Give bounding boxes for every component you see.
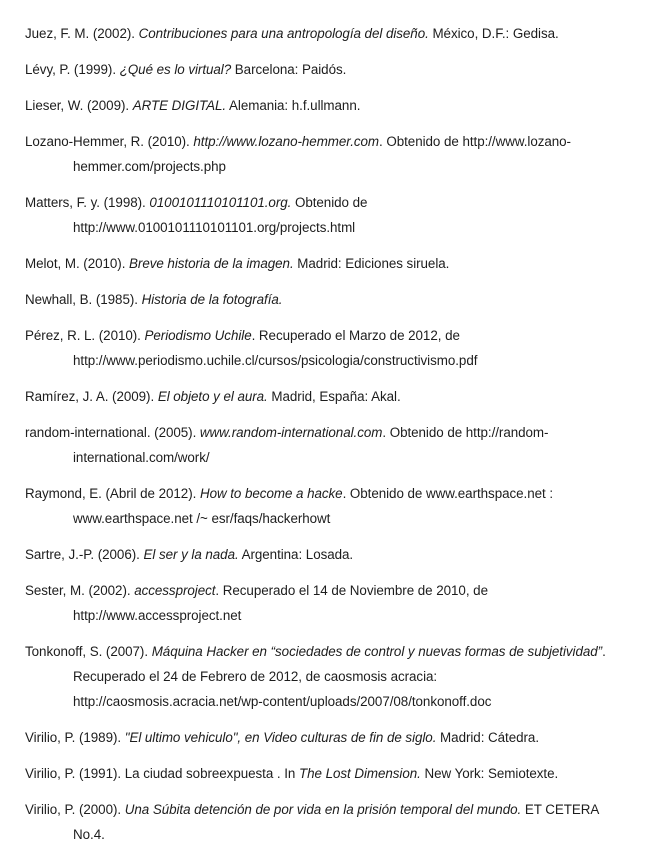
reference-title-segment: Máquina Hacker en “sociedades de control y nuevas formas de subjetividad”: [151, 644, 603, 659]
reference-text-segment: . Obtenido de http://random-: [382, 425, 549, 440]
reference-title-segment: http://www.lozano-hemmer.com: [193, 134, 380, 149]
reference-line: [25, 481, 632, 506]
reference-text-segment: Tonkonoff, S. (2007).: [25, 644, 152, 659]
reference-text-segment: Virilio, P. (1989).: [25, 730, 125, 745]
reference-text-segment: Obtenido de: [291, 195, 368, 210]
reference-title-segment: www.random-international.com: [199, 425, 383, 440]
reference-title-segment: Contribuciones para una antropología del diseño.: [138, 26, 429, 41]
reference-text-segment: No.4.: [73, 827, 105, 842]
reference-line: [25, 323, 632, 348]
reference-line-continuation: [25, 689, 632, 714]
reference-entry: [25, 190, 632, 240]
reference-entry: [25, 797, 632, 847]
reference-text-segment: Lieser, W. (2009).: [25, 98, 133, 113]
reference-entry: [25, 578, 632, 628]
reference-title-segment: "El ultimo vehiculo", en Video culturas de fin de siglo.: [124, 730, 437, 745]
reference-text-segment: Sartre, J.-P. (2006).: [25, 547, 144, 562]
reference-title-segment: The Lost Dimension.: [298, 766, 421, 781]
reference-text-segment: . Recuperado el 14 de Noviembre de 2010, de: [215, 583, 488, 598]
reference-title-segment: ¿Qué es lo virtual?: [119, 62, 232, 77]
reference-text-segment: www.earthspace.net /~ esr/faqs/hackerhowt: [73, 511, 331, 526]
reference-title-segment: Periodismo Uchile: [144, 328, 252, 343]
reference-text-segment: . Recuperado el Marzo de 2012, de: [251, 328, 460, 343]
reference-text-segment: ET CETERA: [521, 802, 600, 817]
reference-text-segment: Lozano-Hemmer, R. (2010).: [25, 134, 194, 149]
reference-line-continuation: [25, 348, 632, 373]
reference-text-segment: Barcelona: Paidós.: [231, 62, 347, 77]
reference-entry: [25, 420, 632, 470]
reference-text-segment: random-international. (2005).: [25, 425, 200, 440]
reference-entry: [25, 384, 632, 409]
reference-text-segment: http://www.accessproject.net: [73, 608, 242, 623]
reference-line: [25, 639, 632, 664]
reference-list: [25, 21, 632, 847]
reference-entry: [25, 639, 632, 714]
reference-text-segment: international.com/work/: [73, 450, 210, 465]
reference-text-segment: Argentina: Losada.: [238, 547, 354, 562]
reference-text-segment: http://www.0100101110101101.org/projects.html: [73, 220, 356, 235]
reference-line: [25, 384, 632, 409]
reference-line: [25, 420, 632, 445]
reference-entry: [25, 21, 632, 46]
reference-entry: [25, 481, 632, 531]
reference-text-segment: Juez, F. M. (2002).: [25, 26, 139, 41]
reference-text-segment: Sester, M. (2002).: [25, 583, 135, 598]
reference-text-segment: Madrid: Ediciones siruela.: [293, 256, 450, 271]
reference-line: [25, 761, 632, 786]
reference-line: [25, 542, 632, 567]
reference-text-segment: Melot, M. (2010).: [25, 256, 130, 271]
reference-line: [25, 21, 632, 46]
reference-line-continuation: [25, 603, 632, 628]
reference-title-segment: El objeto y el aura.: [157, 389, 268, 404]
reference-title-segment: How to become a hacke: [199, 486, 343, 501]
reference-line-continuation: [25, 445, 632, 470]
reference-text-segment: . Obtenido de http://www.lozano-: [379, 134, 571, 149]
reference-text-segment: http://caosmosis.acracia.net/wp-content/uploads/2007/08/tonkonoff.doc: [73, 694, 492, 709]
reference-title-segment: ARTE DIGITAL.: [132, 98, 227, 113]
reference-entry: [25, 287, 632, 312]
reference-text-segment: Madrid, España: Akal.: [267, 389, 401, 404]
reference-text-segment: hemmer.com/projects.php: [73, 159, 226, 174]
reference-text-segment: Virilio, P. (1991). La ciudad sobreexpuesta . In: [25, 766, 299, 781]
reference-entry: [25, 129, 632, 179]
reference-entry: [25, 542, 632, 567]
reference-entry: [25, 57, 632, 82]
reference-line: [25, 287, 632, 312]
reference-text-segment: Pérez, R. L. (2010).: [25, 328, 145, 343]
reference-text-segment: Ramírez, J. A. (2009).: [25, 389, 158, 404]
reference-entry: [25, 323, 632, 373]
reference-text-segment: Raymond, E. (Abril de 2012).: [25, 486, 200, 501]
reference-line: [25, 725, 632, 750]
reference-text-segment: . Obtenido de www.earthspace.net :: [342, 486, 554, 501]
reference-text-segment: Recuperado el 24 de Febrero de 2012, de caosmosis acracia:: [73, 669, 438, 684]
reference-line: [25, 93, 632, 118]
reference-text-segment: Newhall, B. (1985).: [25, 292, 142, 307]
reference-line: [25, 129, 632, 154]
reference-line: [25, 251, 632, 276]
reference-text-segment: http://www.periodismo.uchile.cl/cursos/psicologia/constructivismo.pdf: [73, 353, 478, 368]
reference-line-continuation: [25, 506, 632, 531]
reference-title-segment: Una Súbita detención de por vida en la prisión temporal del mundo.: [124, 802, 522, 817]
reference-title-segment: 0100101110101101.org.: [149, 195, 292, 210]
reference-line-continuation: [25, 664, 632, 689]
reference-text-segment: Lévy, P. (1999).: [25, 62, 120, 77]
reference-title-segment: Breve historia de la imagen.: [129, 256, 294, 271]
reference-line-continuation: [25, 215, 632, 240]
reference-entry: [25, 251, 632, 276]
reference-line: [25, 190, 632, 215]
reference-title-segment: accessproject: [134, 583, 216, 598]
reference-line-continuation: [25, 154, 632, 179]
reference-title-segment: Historia de la fotografía.: [141, 292, 283, 307]
reference-text-segment: Matters, F. y. (1998).: [25, 195, 150, 210]
reference-line: [25, 797, 632, 822]
reference-line: [25, 57, 632, 82]
reference-line-continuation: [25, 822, 632, 847]
reference-entry: [25, 93, 632, 118]
reference-entry: [25, 725, 632, 750]
reference-text-segment: México, D.F.: Gedisa.: [428, 26, 559, 41]
reference-text-segment: New York: Semiotexte.: [420, 766, 559, 781]
reference-text-segment: .: [602, 644, 606, 659]
reference-text-segment: Alemania: h.f.ullmann.: [226, 98, 361, 113]
reference-line: [25, 578, 632, 603]
reference-entry: [25, 761, 632, 786]
reference-text-segment: Madrid: Cátedra.: [436, 730, 539, 745]
reference-title-segment: El ser y la nada.: [143, 547, 239, 562]
reference-text-segment: Virilio, P. (2000).: [25, 802, 125, 817]
